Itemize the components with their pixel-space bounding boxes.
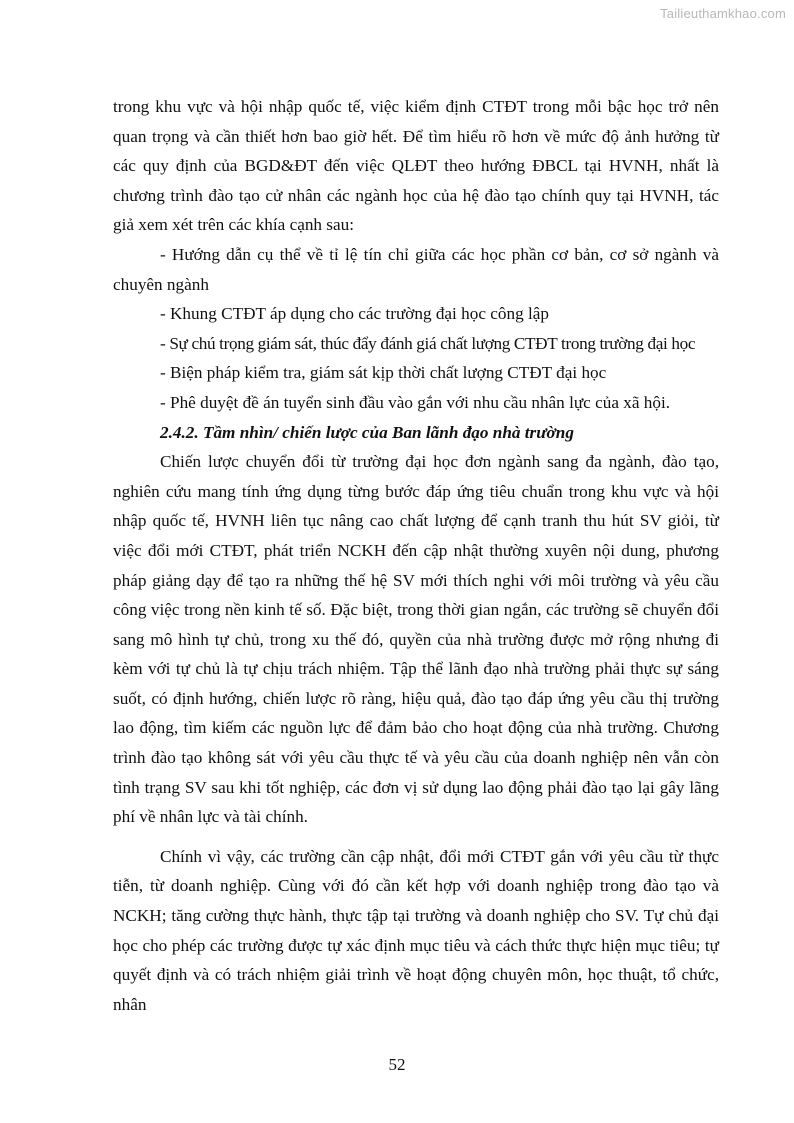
paragraph-intro: trong khu vực và hội nhập quốc tế, việc kiểm định CTĐT trong mỗi bậc học trở nên quan trọng và cần thiết hơn bao giờ hết. Để tìm hiểu rõ hơn về mức độ ảnh hưởng từ các quy định của BGD&ĐT đến việc QLĐT theo hướng ĐBCL tại HVNH, nhất là chương trình đào tạo cử nhân các ngành học của hệ đào tạo chính quy tại HVNH, tác giả xem xét trên các khía cạnh sau: [113,97,719,235]
bullet-item: - Biện pháp kiểm tra, giám sát kịp thời chất lượng CTĐT đại học [160,363,607,383]
bullet-item: - Phê duyệt đề án tuyển sinh đầu vào gắn với nhu cầu nhân lực của xã hội. [160,392,671,412]
section-heading: 2.4.2. Tầm nhìn/ chiến lược của Ban lãnh đạo nhà trường [160,422,574,442]
paragraph-strategy: Chiến lược chuyển đổi từ trường đại học đơn ngành sang đa ngành, đào tạo, nghiên cứu mang tính ứng dụng từng bước đáp ứng tiêu chuẩn trong khu vực và hội nhập quốc tế, HVNH liên tục nâng cao chất lượng để cạnh tranh thu hút SV giỏi, từ việc đổi mới CTĐT, phát triển NCKH đến cập nhật thường xuyên nội dung, phương pháp giảng dạy để tạo ra những thế hệ SV mới thích nghi với môi trường và yêu cầu công việc trong nền kinh tế số. Đặc biệt, trong thời gian ngắn, các trường sẽ chuyển đổi sang mô hình tự chủ, trong xu thế đó, quyền của nhà trường được mở rộng nhưng đi kèm với tự chủ là tự chịu trách nhiệm. Tập thể lãnh đạo nhà trường phải thực sự sáng suốt, có định hướng, chiến lược rõ ràng, hiệu quả, đào tạo đáp ứng yêu cầu thị trường lao động, tìm kiếm các nguồn lực để đảm bảo cho hoạt động của nhà trường. Chương trình đào tạo không sát với yêu cầu thực tế và yêu cầu của doanh nghiệp nên vẫn còn tình trạng SV sau khi tốt nghiệp, các đơn vị sử dụng lao động phải đào tạo lại gây lãng phí về nhân lực và tài chính. [113,452,719,827]
document-body [113,92,719,1019]
paragraph-autonomy: Chính vì vậy, các trường cần cập nhật, đổi mới CTĐT gắn với yêu cầu từ thực tiễn, từ doanh nghiệp. Cùng với đó cần kết hợp với doanh nghiệp trong đào tạo và NCKH; tăng cường thực hành, thực tập tại trường và doanh nghiệp cho SV. Tự chủ đại học cho phép các trường được tự xác định mục tiêu và cách thức thực hiện mục tiêu; tự quyết định và có trách nhiệm giải trình về hoạt động chuyên môn, học thuật, tổ chức, nhân [113,846,719,1014]
bullet-item: - Sự chú trọng giám sát, thúc đẩy đánh giá chất lượng CTĐT trong trường đại học [160,333,696,353]
bullet-item: - Hướng dẫn cụ thể về tỉ lệ tín chỉ giữa các học phần cơ bản, cơ sở ngành và chuyên ngành [113,244,719,294]
watermark: Tailieuthamkhao.com [660,6,786,21]
page-number: 52 [388,1055,406,1074]
bullet-item: - Khung CTĐT áp dụng cho các trường đại học công lập [160,304,549,324]
